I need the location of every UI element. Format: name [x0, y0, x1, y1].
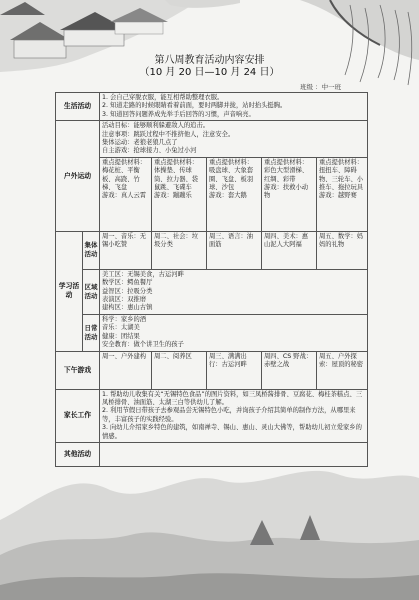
- afternoon-day-2: 周二、阅养区: [152, 351, 207, 389]
- area-line: 益智区：拉吸分类: [102, 287, 153, 295]
- daily-line: 科学：家乡的酒: [102, 315, 147, 323]
- area-line: 数学区：鳄鱼餐厅: [102, 279, 153, 287]
- outdoor-game: 游戏：扶救小动物: [264, 184, 309, 200]
- outdoor-materials: 重点提供材料：扭扭车、障碍物、三轮车、小推车、拖拉玩具: [319, 158, 364, 192]
- outdoor-goal-line: 活动目标：能够顺利躲避敌人的追击。: [102, 122, 210, 130]
- parents-line: 2. 利用节假日带孩子去参观品尝无锡特色小吃，并询孩子介绍其简单的制作方法，从哪里来等，丰富孩子的实践经验。: [102, 407, 356, 423]
- afternoon-day-5: 周五、户外探索：屋顶的秘密: [317, 351, 368, 389]
- outdoor-game: 游戏：蹦蹦乐: [154, 192, 192, 200]
- collective-day-3: 周三、语言：油面筋: [207, 231, 262, 269]
- life-content: [100, 93, 368, 121]
- daily-content: [100, 314, 368, 351]
- outdoor-day-3: [207, 157, 262, 231]
- collective-day-1: 周一、音乐：无锡小吃赞: [100, 231, 152, 269]
- daily-line: 音乐：太湖美: [102, 324, 140, 332]
- learning-daily-row: [56, 314, 368, 351]
- outdoor-day-2: [152, 157, 207, 231]
- area-line: 表演区：双推磨: [102, 296, 147, 304]
- weekly-plan-table: [55, 92, 368, 467]
- life-line: 3. 知道回答问题养成先举手后回答的习惯，声音响亮。: [102, 110, 255, 118]
- parents-line: 1. 帮助幼儿收集有关“无锡特色食品”的图片资料，如三凤桥酱排骨、豆腐花、梅桂茶糕点、三凤桥排骨、油面筋、太湖三白等供幼儿了解。: [102, 390, 363, 406]
- parents-line: 3. 向幼儿介绍家乡特色的建筑，如南禅寺、锡山、惠山、灵山大佛等，帮助幼儿初立爱家乡的情感。: [102, 424, 362, 440]
- outdoor-game: 游戏：越野赛: [319, 192, 357, 200]
- area-line: 建构区：惠山古镇: [102, 304, 153, 312]
- afternoon-header: 下午游戏: [56, 351, 100, 389]
- collective-day-5: 周五、数学：妈妈的礼物: [317, 231, 368, 269]
- outdoor-goals: [100, 121, 368, 158]
- outdoor-goal-line: 注意事项：跳跃过程中不推挤他人，注意安全。: [102, 130, 235, 138]
- other-content: [100, 442, 368, 466]
- learning-header: 学习活动: [56, 231, 83, 351]
- afternoon-day-1: 周一、户外建构: [100, 351, 152, 389]
- learning-area-row: [56, 269, 368, 314]
- outdoor-day-1: [100, 157, 152, 231]
- outdoor-header: 户外运动: [56, 121, 100, 232]
- outdoor-goal-line: 自主游戏：抢球接力、小兔过小河: [102, 147, 197, 155]
- outdoor-materials: 重点提供材料：梅花桩、平衡板、高跷、竹梯、飞盘: [102, 158, 147, 192]
- other-header: 其他活动: [56, 442, 100, 466]
- daily-header: 日常活动: [83, 314, 100, 351]
- daily-line: 健康：团结果: [102, 332, 140, 340]
- outdoor-goals-row: [56, 121, 368, 158]
- life-row: [56, 93, 368, 121]
- page-subtitle-date-range: （10 月 20 日—10 月 24 日）: [139, 67, 280, 78]
- area-line: 美工区：无锡美食，古运河畔: [102, 270, 184, 278]
- parents-row: [56, 389, 368, 442]
- daily-line: 安全教育：做个讲卫生的孩子: [102, 341, 184, 349]
- area-header: 区域活动: [83, 269, 100, 314]
- outdoor-materials: 重点提供材料：体操垫、传球筒、拉力器、袋鼠跳、飞碟车: [154, 158, 199, 192]
- outdoor-game: 游戏：套大鹅: [209, 192, 247, 200]
- outdoor-materials: 重点提供材料：彩色大型滑梯、红绸、彩带: [264, 158, 309, 183]
- outdoor-goal-line: 集体运动：老狼老狼几点了: [102, 139, 178, 147]
- outdoor-materials: 重点提供材料：吸盘球、大象套圈、飞盘、板羽球、沙包: [209, 158, 254, 192]
- outdoor-days-row: [56, 157, 368, 231]
- collective-day-2: 周二、社会：垃圾分类: [152, 231, 207, 269]
- afternoon-row: [56, 351, 368, 389]
- other-row: [56, 442, 368, 466]
- parents-header: 家长工作: [56, 389, 100, 442]
- class-label: 班级 ：中一班: [300, 83, 342, 91]
- parents-content: [100, 389, 368, 442]
- page-title: 第八周教育活动内容安排: [154, 55, 265, 66]
- life-header: 生活活动: [56, 93, 100, 121]
- outdoor-day-5: [317, 157, 368, 231]
- outdoor-day-4: [262, 157, 317, 231]
- afternoon-day-3: 周三、满满出行：古运河畔: [207, 351, 262, 389]
- life-line: 1. 会自己穿脱衣服，能互相帮助整理衣服。: [102, 94, 224, 101]
- learning-collective-row: [56, 231, 368, 269]
- collective-day-4: 周四、美术：惠山泥人大阿福: [262, 231, 317, 269]
- life-line: 2. 知道走路的时候眼睛看着前面，要时两脚并拢，站时抬头挺胸。: [102, 102, 287, 110]
- afternoon-day-4: 周四、CS 野战：赤壁之战: [262, 351, 317, 389]
- area-content: [100, 269, 368, 314]
- collective-header: 集体活动: [83, 231, 100, 269]
- outdoor-game: 游戏：真人云霄: [102, 192, 147, 200]
